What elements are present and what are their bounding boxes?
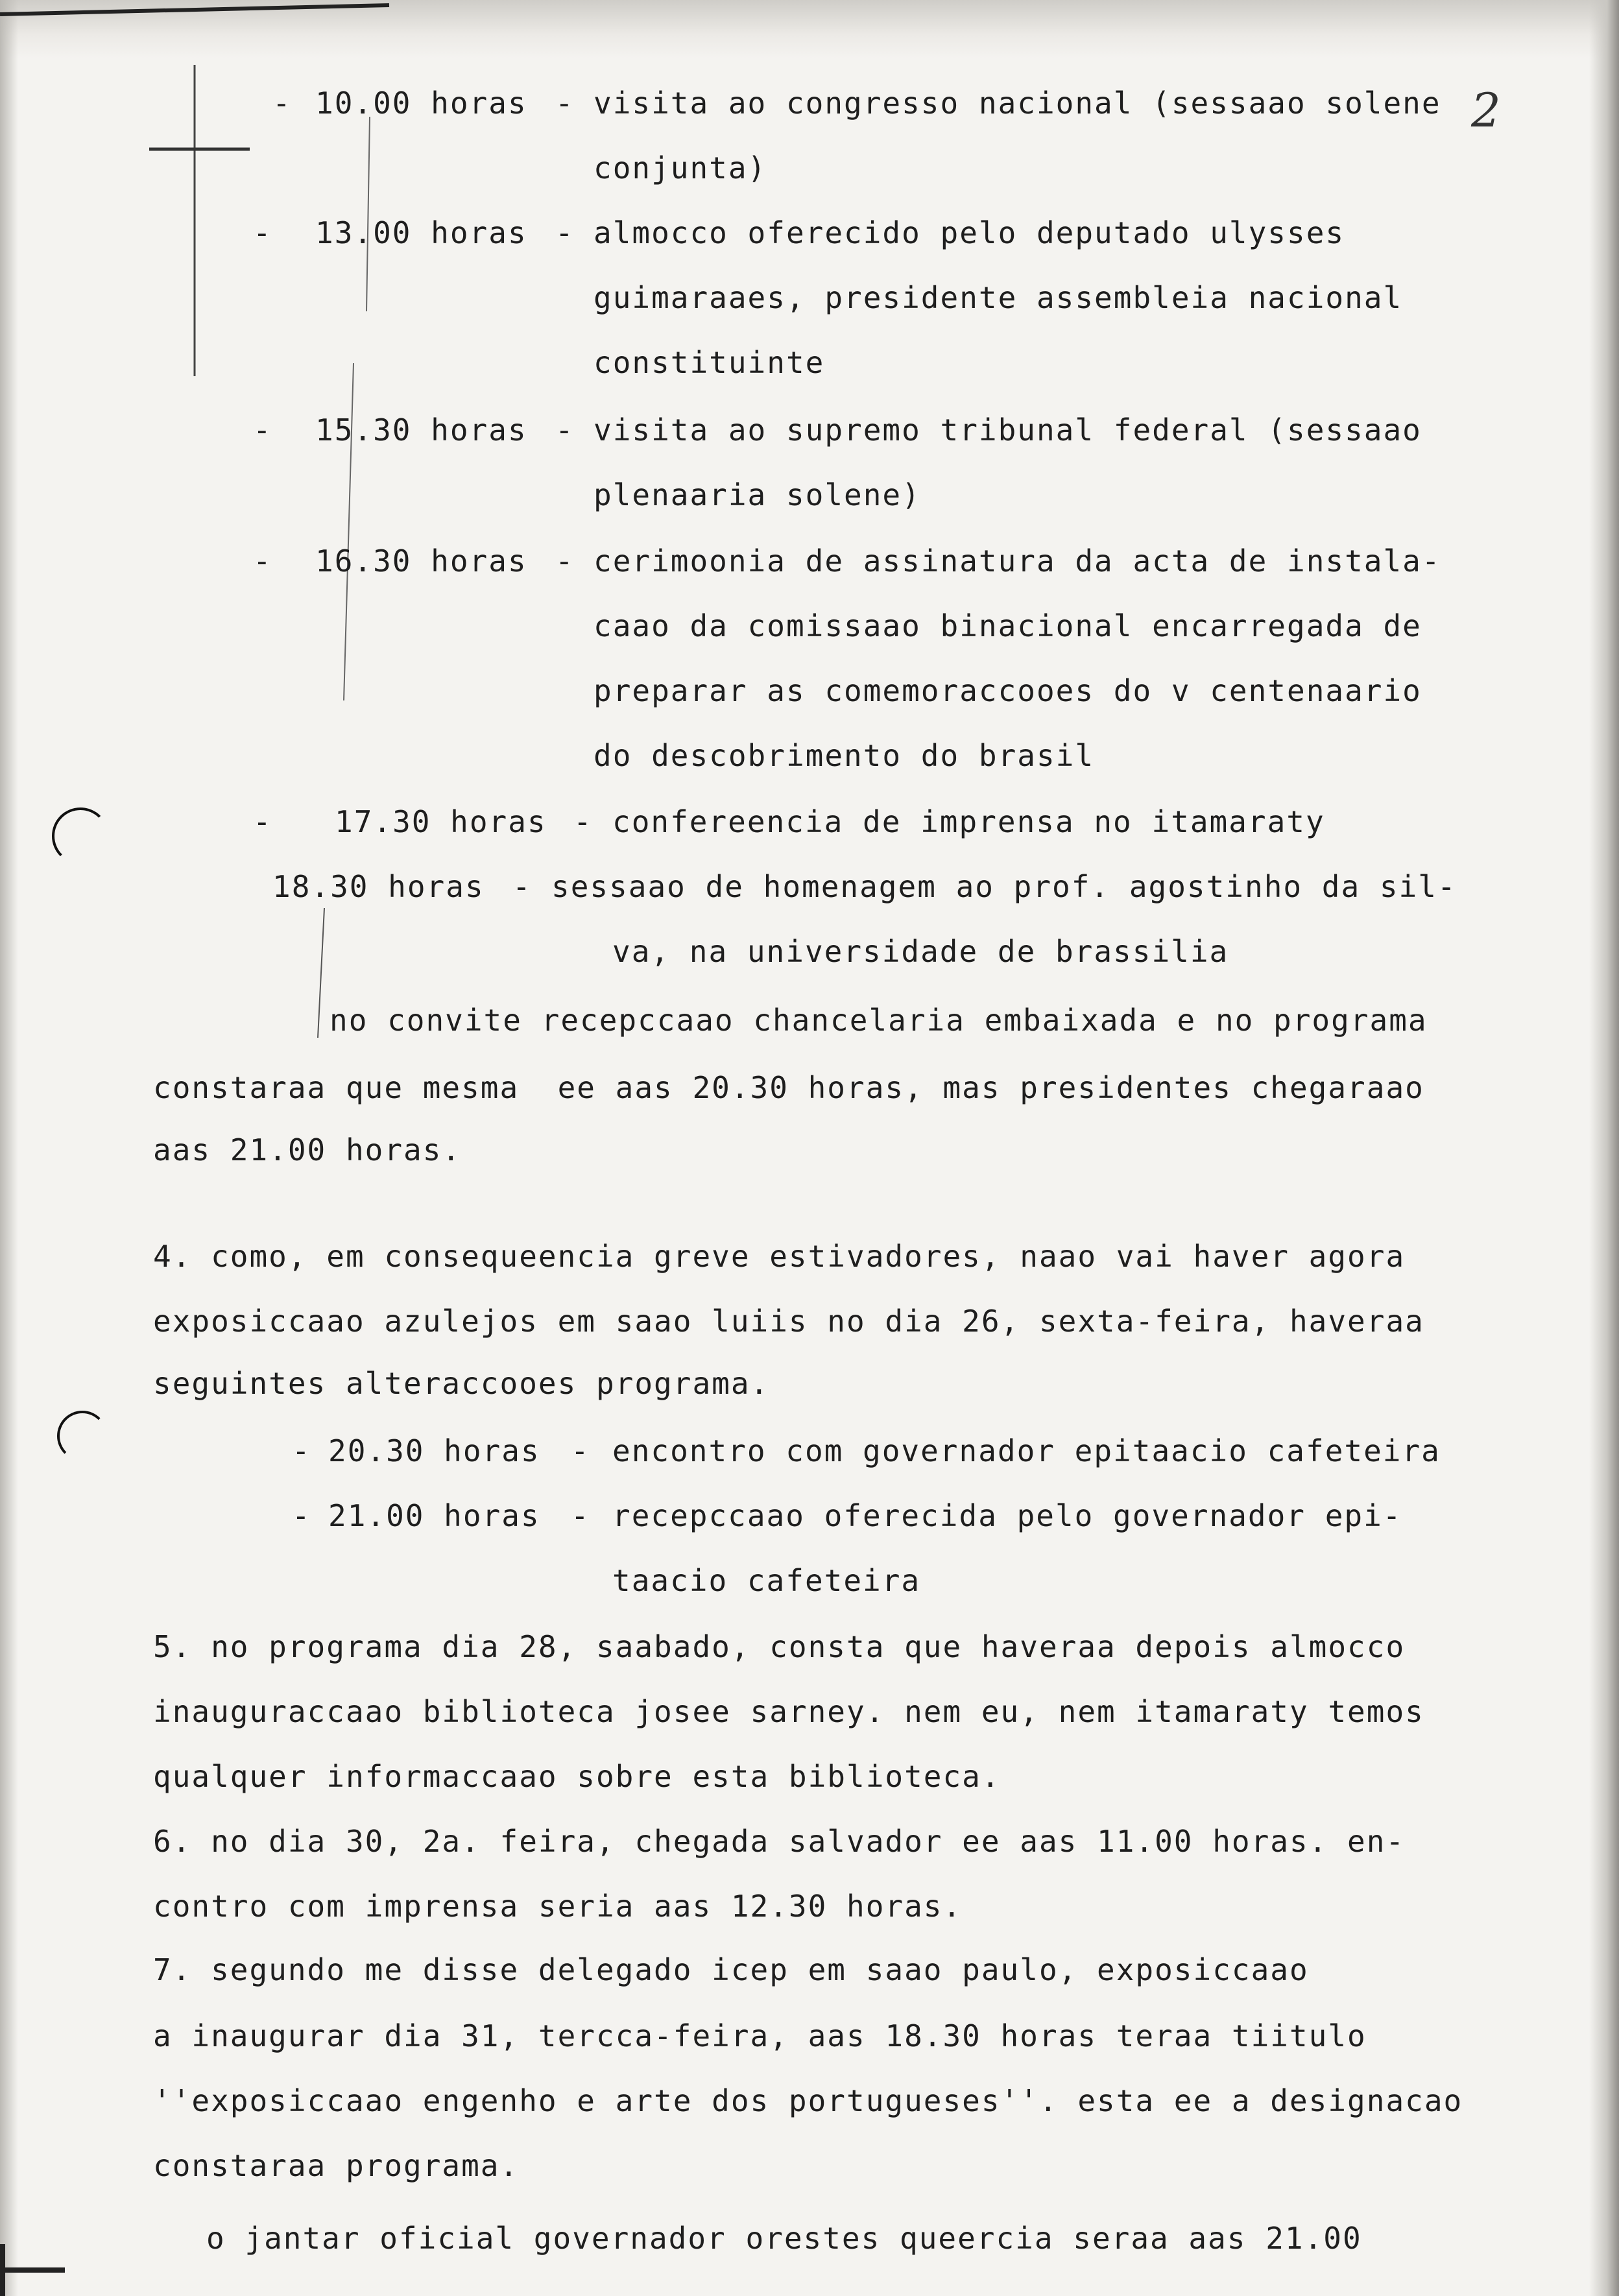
schedule-text: cerimoonia de assinatura da acta de instala- xyxy=(594,544,1441,579)
schedule-dash: - xyxy=(253,544,272,579)
schedule-dash: - xyxy=(292,1433,311,1468)
schedule-time: 20.30 horas xyxy=(328,1433,540,1468)
schedule-text: preparar as comemoraccooes do v centenaario xyxy=(594,673,1422,708)
schedule-text: sessaao de homenagem ao prof. agostinho da sil- xyxy=(551,869,1457,904)
schedule-time: 16.30 horas xyxy=(315,544,527,579)
paragraph-line: ''exposiccaao engenho e arte dos portugueses''. esta ee a designacao xyxy=(153,2083,1463,2118)
paragraph-line: o jantar oficial governador orestes queercia seraa aas 21.00 xyxy=(206,2221,1362,2256)
paragraph-line: contro com imprensa seria aas 12.30 horas. xyxy=(153,1889,963,1924)
schedule-dash: - xyxy=(253,804,272,839)
schedule-separator: - xyxy=(555,544,575,579)
schedule-separator: - xyxy=(555,215,575,250)
paragraph-line: 6. no dia 30, 2a. feira, chegada salvador ee aas 11.00 horas. en- xyxy=(153,1824,1406,1859)
schedule-text: caao da comissaao binacional encarregada de xyxy=(594,608,1422,643)
schedule-text: va, na universidade de brassilia xyxy=(612,934,1229,969)
schedule-time: 15.30 horas xyxy=(315,413,527,448)
schedule-text: taacio cafeteira xyxy=(612,1563,921,1598)
schedule-separator: - xyxy=(571,1498,590,1533)
schedule-separator: - xyxy=(512,869,532,904)
schedule-time: 21.00 horas xyxy=(328,1498,540,1533)
paragraph-line: seguintes alteraccooes programa. xyxy=(153,1366,770,1401)
schedule-text: visita ao congresso nacional (sessaao solene xyxy=(594,86,1441,121)
schedule-time: 17.30 horas xyxy=(335,804,547,839)
paragraph-line: aas 21.00 horas. xyxy=(153,1132,462,1167)
schedule-text: encontro com governador epitaacio cafeteira xyxy=(612,1433,1441,1468)
punch-hole-mark xyxy=(52,807,109,865)
schedule-time: 13.00 horas xyxy=(315,215,527,250)
schedule-text: constituinte xyxy=(594,345,825,380)
schedule-text: visita ao supremo tribunal federal (sessaao xyxy=(594,413,1422,448)
schedule-separator: - xyxy=(571,1433,590,1468)
schedule-separator: - xyxy=(555,86,575,121)
paragraph-line: constaraa programa. xyxy=(153,2148,520,2183)
schedule-text: almocco oferecido pelo deputado ulysses xyxy=(594,215,1345,250)
schedule-text: conjunta) xyxy=(594,150,767,185)
paragraph-line: 5. no programa dia 28, saabado, consta que haveraa depois almocco xyxy=(153,1629,1406,1664)
paragraph-line: qualquer informaccaao sobre esta biblioteca. xyxy=(153,1759,1001,1794)
schedule-time: 10.00 horas xyxy=(315,86,527,121)
schedule-separator: - xyxy=(573,804,593,839)
paragraph-line: 7. segundo me disse delegado icep em saao paulo, exposiccaao xyxy=(153,1952,1309,1987)
paragraph-line: inauguraccaao biblioteca josee sarney. nem eu, nem itamaraty temos xyxy=(153,1694,1424,1729)
schedule-dash: - xyxy=(253,413,272,448)
paragraph-line: 4. como, em consequeencia greve estivadores, naao vai haver agora xyxy=(153,1239,1406,1274)
schedule-dash: - xyxy=(253,215,272,250)
punch-hole-mark xyxy=(57,1411,108,1461)
schedule-dash: - xyxy=(272,86,292,121)
page-number: 2 xyxy=(1471,83,1501,138)
schedule-text: do descobrimento do brasil xyxy=(594,738,1095,773)
schedule-dash: - xyxy=(292,1498,311,1533)
schedule-text: plenaaria solene) xyxy=(594,477,921,512)
paragraph-line: constaraa que mesma ee aas 20.30 horas, mas presidentes chegaraao xyxy=(153,1070,1424,1105)
schedule-text: guimaraaes, presidente assembleia nacional xyxy=(594,280,1403,315)
schedule-time: 18.30 horas xyxy=(272,869,485,904)
paragraph-line: no convite recepccaao chancelaria embaixada e no programa xyxy=(330,1003,1428,1038)
schedule-text: confereencia de imprensa no itamaraty xyxy=(612,804,1325,839)
paragraph-line: exposiccaao azulejos em saao luiis no dia 26, sexta-feira, haveraa xyxy=(153,1304,1424,1339)
paragraph-line: a inaugurar dia 31, tercca-feira, aas 18.30 horas teraa tiitulo xyxy=(153,2018,1367,2053)
schedule-separator: - xyxy=(555,413,575,448)
schedule-text: recepccaao oferecida pelo governador epi- xyxy=(612,1498,1402,1533)
